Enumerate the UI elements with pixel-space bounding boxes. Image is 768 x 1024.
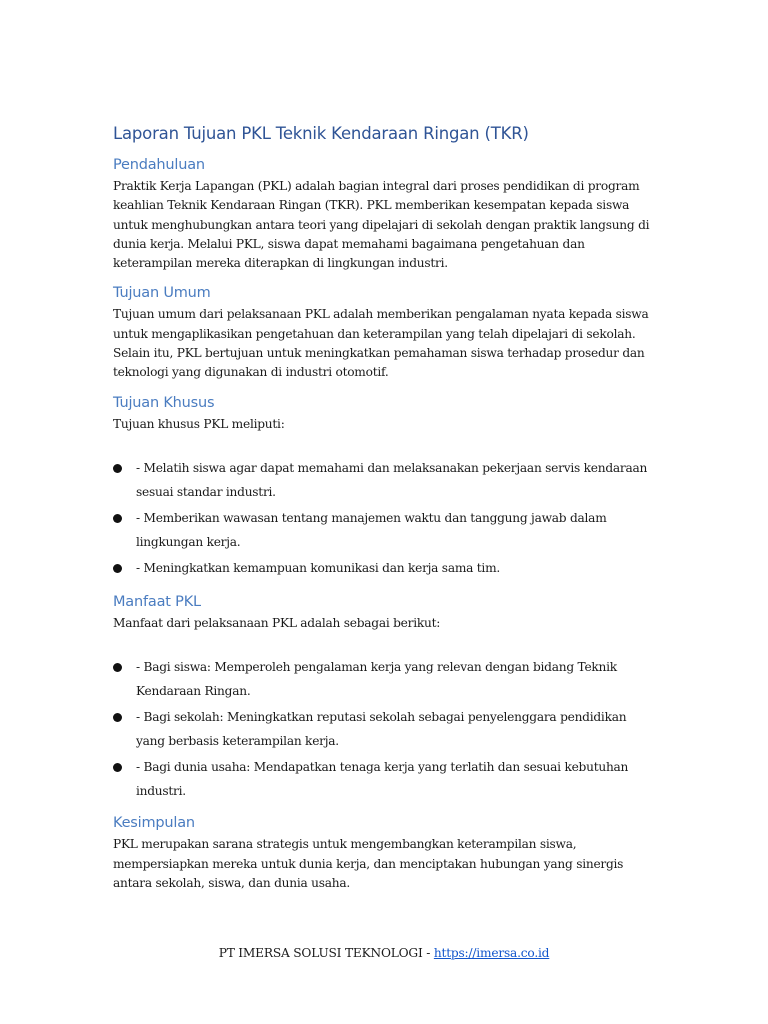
heading-manfaat: Manfaat PKL: [113, 593, 201, 610]
list-item: - Bagi sekolah: Meningkatkan reputasi sekolah sebagai penyelenggara pendidikan yang berbasis keterampilan kerja.: [113, 705, 658, 753]
intro-manfaat: Manfaat dari pelaksanaan PKL adalah sebagai berikut:: [113, 615, 441, 630]
heading-tujuan-umum: Tujuan Umum: [113, 285, 211, 302]
bullet-icon: [113, 564, 122, 573]
bullet-icon: [113, 514, 122, 523]
document-page: [113, 124, 658, 893]
list-tujuan-khusus: [113, 456, 658, 580]
bullet-icon: [113, 713, 122, 722]
heading-tujuan-khusus: Tujuan Khusus: [113, 394, 215, 411]
heading-kesimpulan: Kesimpulan: [113, 815, 195, 832]
page-footer: [0, 946, 768, 960]
heading-pendahuluan: Pendahuluan: [113, 157, 205, 173]
bullet-icon: [113, 663, 122, 672]
paragraph-pendahuluan: Praktik Kerja Lapangan (PKL) adalah bagian integral dari proses pendidikan di program keahlian Teknik Kendaraan Ringan (TKR). PKL memberikan kesempatan kepada siswa untuk menghubungkan antara teori yang dipelajari di sekolah dengan praktik langsung di dunia kerja. Melalui PKL, siswa dapat memahami bagaimana pengetahuan dan keterampilan mereka diterapkan di lingkungan industri.: [113, 179, 650, 271]
list-item: - Melatih siswa agar dapat memahami dan melaksanakan pekerjaan servis kendaraan sesuai standar industri.: [113, 456, 658, 504]
list-item: - Bagi siswa: Memperoleh pengalaman kerja yang relevan dengan bidang Teknik Kendaraan Ringan.: [113, 655, 658, 703]
bullet-icon: [113, 763, 122, 772]
list-manfaat: [113, 655, 658, 803]
intro-tujuan-khusus: Tujuan khusus PKL meliputi:: [113, 416, 285, 431]
list-item: - Memberikan wawasan tentang manajemen waktu dan tanggung jawab dalam lingkungan kerja.: [113, 506, 658, 554]
footer-company: PT IMERSA SOLUSI TEKNOLOGI -: [218, 946, 434, 960]
footer-link[interactable]: https://imersa.co.id: [433, 946, 550, 960]
list-item: - Meningkatkan kemampuan komunikasi dan kerja sama tim.: [113, 556, 658, 580]
list-item: - Bagi dunia usaha: Mendapatkan tenaga kerja yang terlatih dan sesuai kebutuhan industri.: [113, 755, 658, 803]
bullet-icon: [113, 464, 122, 473]
paragraph-tujuan-umum: Tujuan umum dari pelaksanaan PKL adalah memberikan pengalaman nyata kepada siswa untuk mengaplikasikan pengetahuan dan keterampilan yang telah dipelajari di sekolah. Selain itu, PKL bertujuan untuk meningkatkan pemahaman siswa terhadap prosedur dan teknologi yang digunakan di industri otomotif.: [113, 307, 649, 380]
document-title: Laporan Tujuan PKL Teknik Kendaraan Ringan (TKR): [113, 124, 529, 143]
paragraph-kesimpulan: PKL merupakan sarana strategis untuk mengembangkan keterampilan siswa, mempersiapkan mereka untuk dunia kerja, dan menciptakan hubungan yang sinergis antara sekolah, siswa, dan dunia usaha.: [113, 837, 624, 890]
